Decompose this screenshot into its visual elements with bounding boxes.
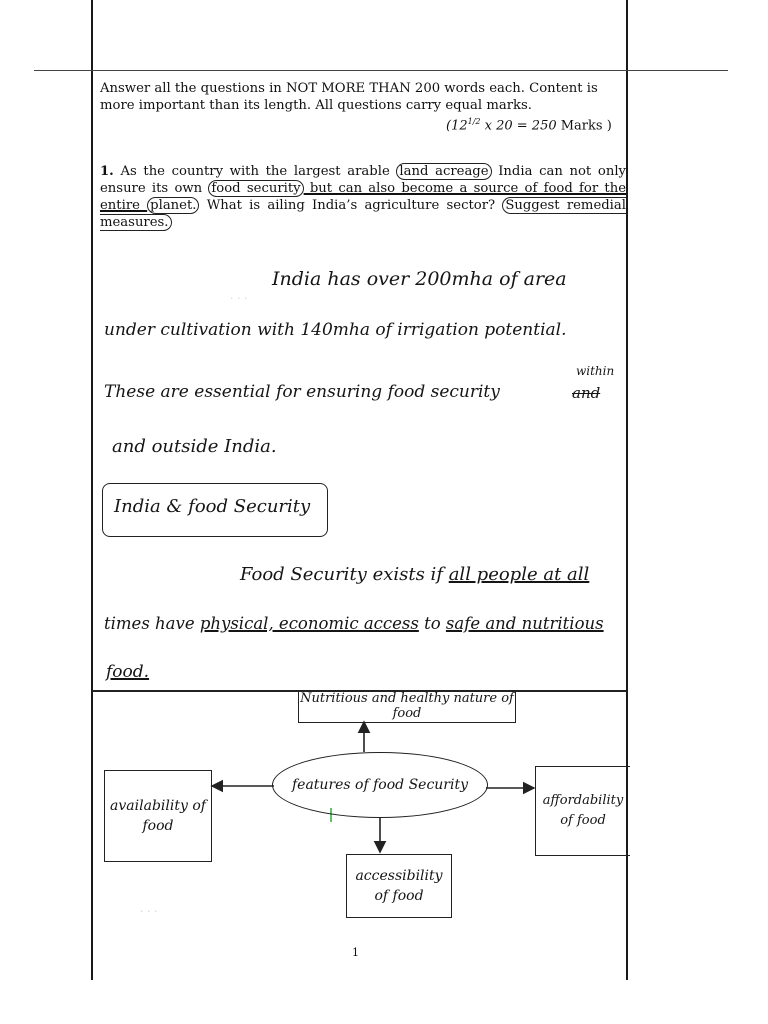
struck-word: and (572, 384, 601, 402)
answer-line-2: under cultivation with 140mha of irrigation potential. (104, 320, 567, 340)
inserted-word: within (576, 364, 615, 378)
circled-phrase: Suggest remedial measures. (100, 198, 626, 230)
answer-line-1: India has over 200mha of area (272, 268, 567, 290)
diagram-left-node: availability of food (104, 770, 212, 862)
answer-line-4: and outside India. (112, 436, 277, 457)
circled-phrase: land acreage (396, 163, 491, 180)
question-number: 1. (100, 164, 114, 179)
bleed-through: · · · (230, 292, 248, 305)
subheading: India & food Security (114, 496, 311, 517)
exam-instructions: Answer all the questions in NOT MORE THAN 200 words each. Content is more important than its length. All questions carry equal marks. (100, 81, 598, 113)
diagram-bottom-node: accessibility of food (346, 854, 452, 918)
definition-line-2: times have physical, economic access to safe and nutritious (104, 614, 604, 633)
page-number: 1 (352, 946, 359, 959)
definition-line-3: food. (106, 662, 150, 682)
marks-allocation: ($12^{1/2}$ x 20 = 250 Marks ) (446, 117, 612, 134)
definition-line-1: Food Security exists if all people at all (240, 564, 590, 585)
circled-phrase: planet. (147, 197, 199, 214)
bleed-through: · · · (140, 905, 158, 918)
diagram-top-node: Nutritious and healthy nature of food (298, 690, 516, 723)
circled-phrase: food security (208, 180, 303, 197)
diagram-right-node: affordability of food (535, 766, 630, 856)
question-1: 1. As the country with the largest arable land acreage India can not only ensure its own food security but can also become a source of food for the entire planet. What is ailing India’s agriculture sector? Suggest remedial measures. (100, 164, 626, 230)
diagram-center-node: features of food Security (272, 752, 488, 818)
answer-line-3: These are essential for ensuring food security (104, 382, 500, 402)
